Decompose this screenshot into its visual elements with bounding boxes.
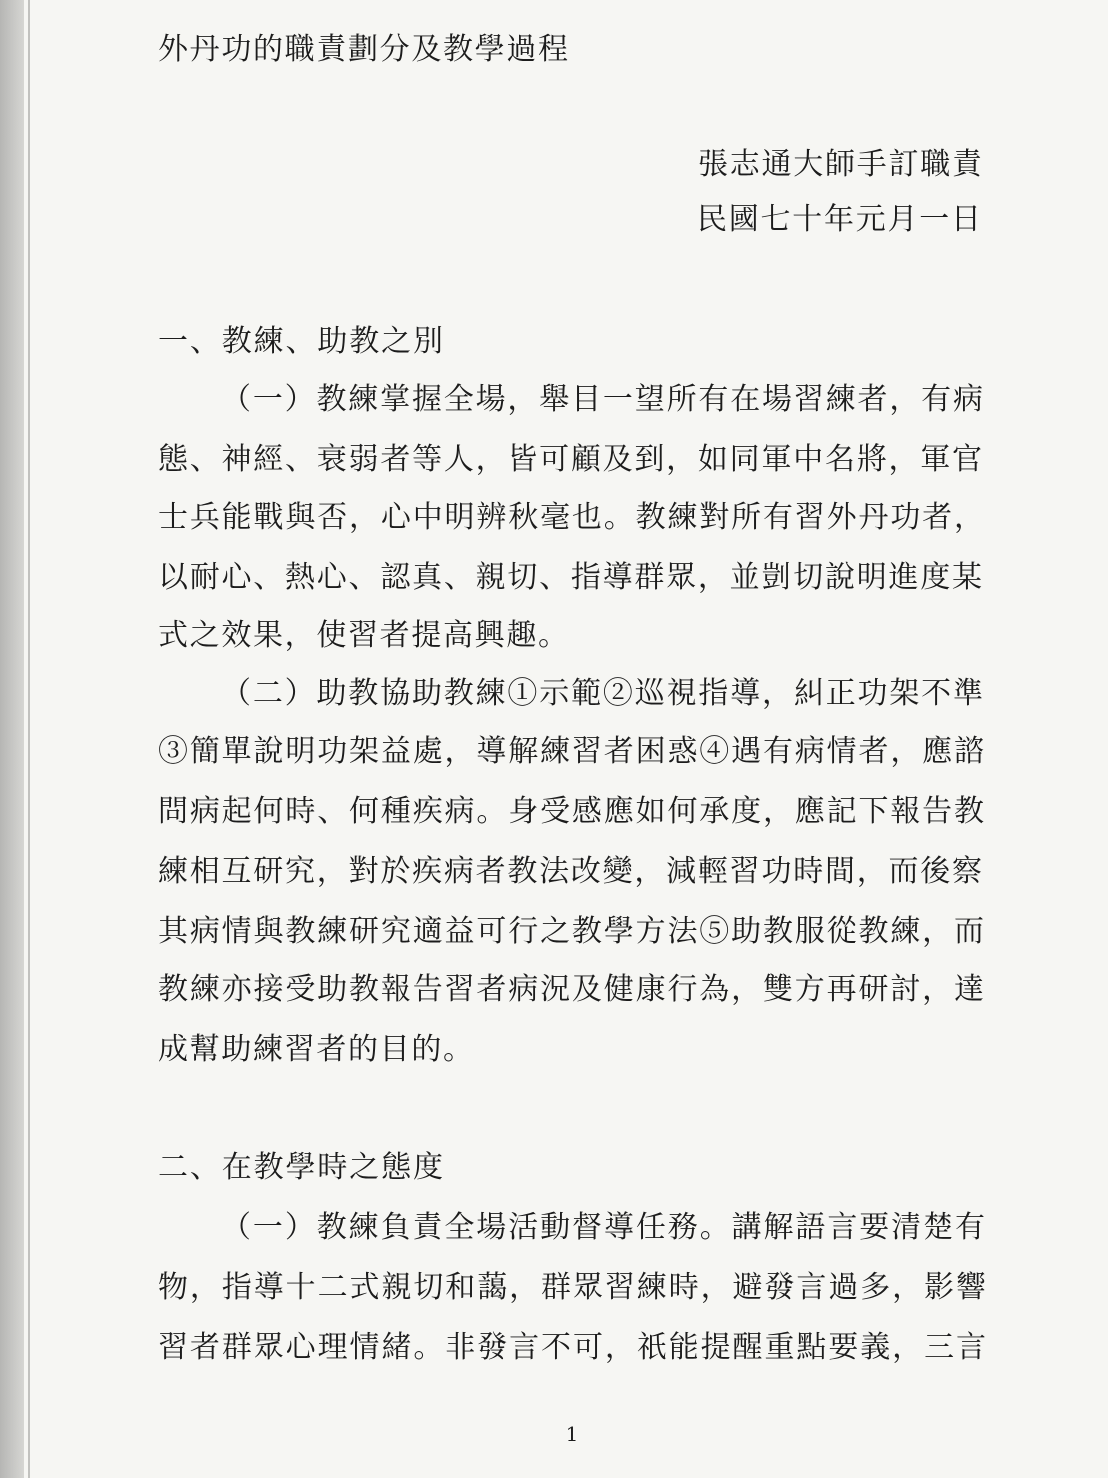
paragraph-line: 教練亦接受助教報告習者病況及健康行為，雙方再研討，達 bbox=[158, 972, 984, 1007]
paragraph-line: 物，指導十二式親切和藹，群眾習練時，避發言過多，影響 bbox=[158, 1270, 986, 1305]
paragraph-line: （二）助教協助教練①示範②巡視指導，糾正功架不準 bbox=[221, 676, 983, 711]
section-heading-1: 一、教練、助教之別 bbox=[158, 324, 443, 359]
paragraph-line: 以耐心、熱心、認真、親切、指導群眾，並剴切說明進度某 bbox=[158, 560, 982, 595]
paragraph-line: 習者群眾心理情緒。非發言不可，祇能提醒重點要義，三言 bbox=[158, 1330, 986, 1365]
paragraph-line: 其病情與教練研究適益可行之教學方法⑤助教服從教練，而 bbox=[158, 914, 984, 949]
paragraph-line: 問病起何時、何種疾病。身受感應如何承度，應記下報告教 bbox=[158, 794, 984, 829]
paragraph-line: 態、神經、衰弱者等人，皆可顧及到，如同軍中名將，軍官 bbox=[158, 442, 982, 477]
paragraph-line: 成幫助練習者的目的。 bbox=[158, 1032, 473, 1067]
paragraph-line: 式之效果，使習者提高興趣。 bbox=[158, 618, 568, 653]
paragraph-line: ③簡單說明功架益處，導解練習者困惑④遇有病情者，應諮 bbox=[158, 734, 984, 769]
binding-edge-line bbox=[28, 0, 30, 1478]
page-number: 1 bbox=[565, 1422, 579, 1446]
document-title: 外丹功的職責劃分及教學過程 bbox=[158, 32, 568, 67]
paragraph-line: （一）教練掌握全場，舉目一望所有在場習練者，有病 bbox=[221, 382, 983, 417]
binding-shadow bbox=[0, 0, 24, 1478]
paragraph-line: （一）教練負責全場活動督導任務。講解語言要清楚有 bbox=[221, 1210, 985, 1245]
attribution-author: 張志通大師手訂職責 bbox=[698, 147, 982, 182]
paragraph-line: 練相互研究，對於疾病者教法改變，減輕習功時間，而後察 bbox=[158, 854, 982, 889]
section-heading-2: 二、在教學時之態度 bbox=[158, 1150, 443, 1185]
attribution-date: 民國七十年元月一日 bbox=[697, 202, 981, 237]
paragraph-line: 士兵能戰與否，心中明辨秋毫也。教練對所有習外丹功者， bbox=[158, 500, 984, 535]
